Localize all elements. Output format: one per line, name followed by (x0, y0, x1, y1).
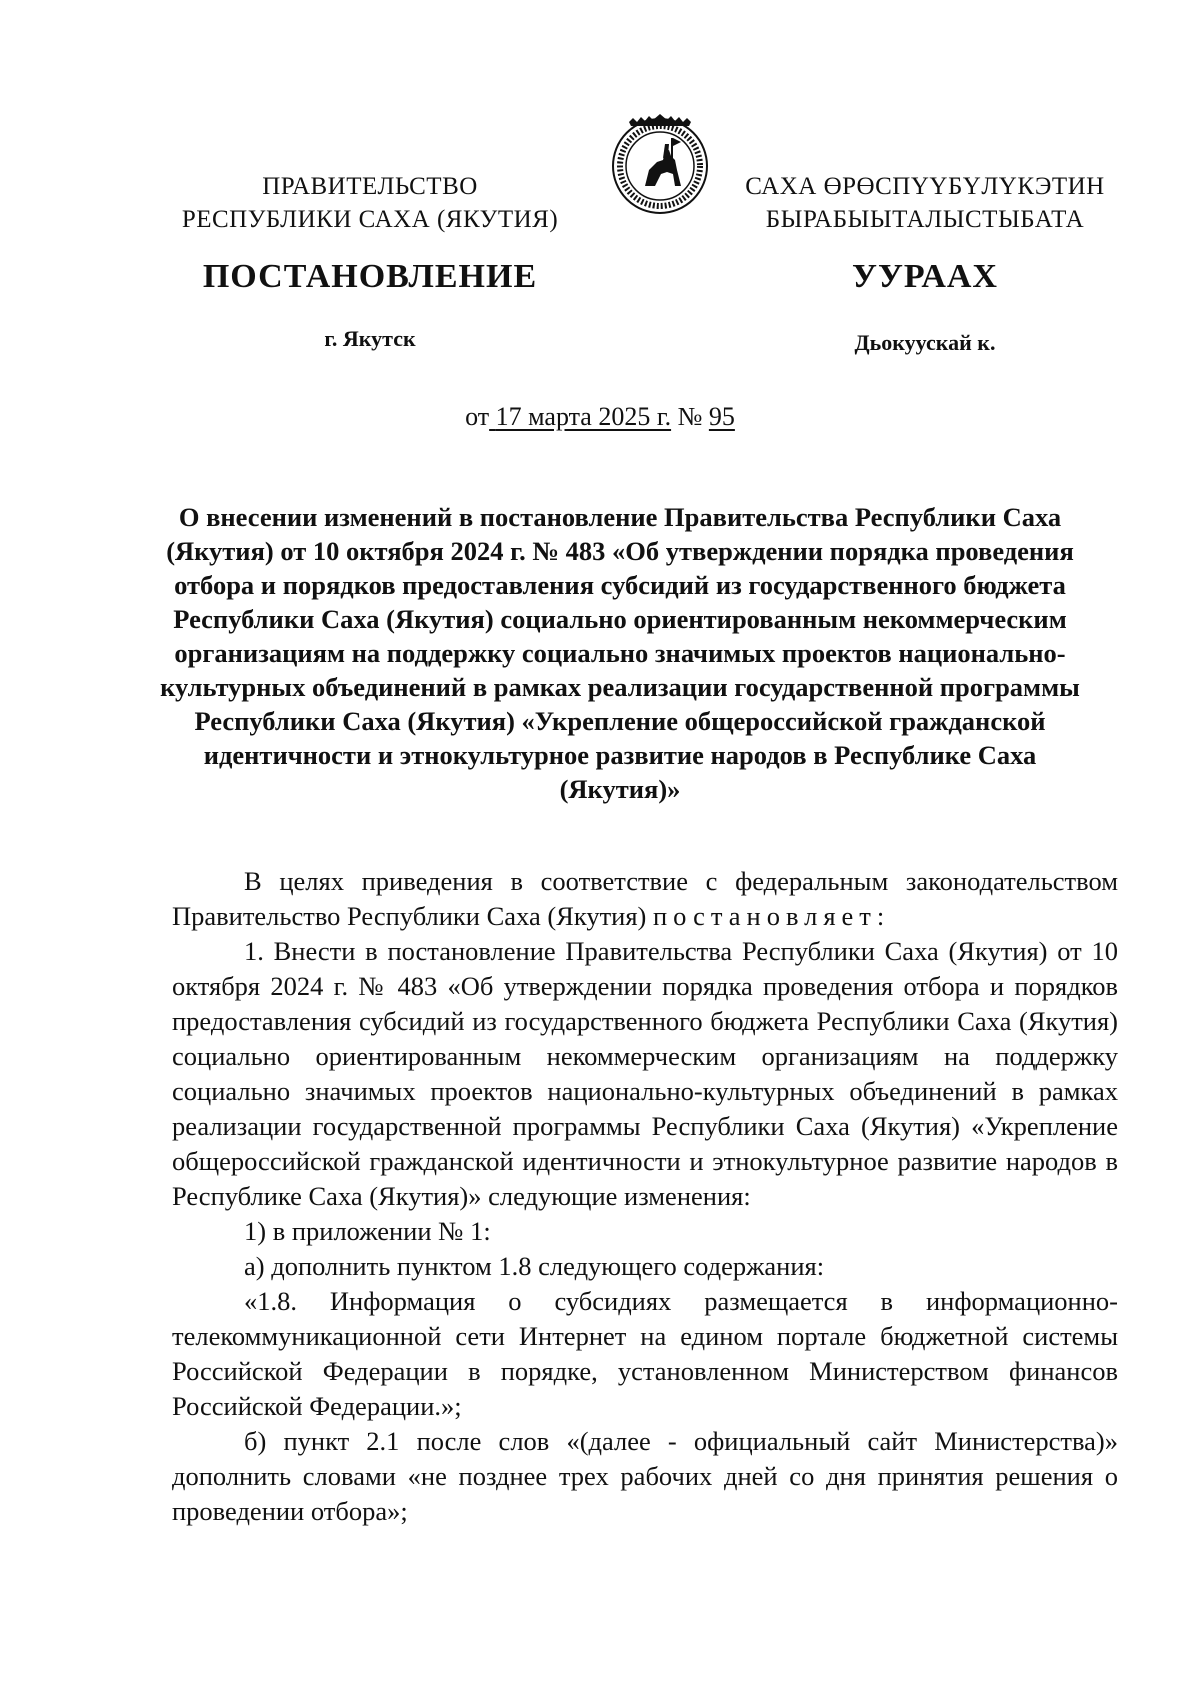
city-ru: г. Якутск (324, 326, 416, 351)
issuer-sakha (730, 170, 1120, 236)
preamble-text: В целях приведения в соответствие с федеральным законодательством Правительство Республики Саха (Якутия) (172, 866, 1118, 931)
document-body (172, 864, 1118, 1529)
issuer-sakha-line2: БЫРАБЫЫТАЛЫСТЫБАТА (765, 206, 1085, 233)
quoted-point-1-8: «1.8. Информация о субсидиях размещается в информационно-телекоммуникационной сети Интернет на едином портале бюджетной системы Российской Федерации в порядке, установленном Министерством финансов Российской Федерации.»; (172, 1286, 1118, 1421)
subitem-1-paragraph: 1) в приложении № 1: (244, 1216, 491, 1246)
document-date (489, 402, 671, 431)
issuer-ru-line1: ПРАВИТЕЛЬСТВО (262, 173, 478, 200)
document-title: О внесении изменений в постановление Правительства Республики Саха (Якутия) от 10 октября 2024 г. № 483 «Об утверждении порядка проведения отбора и порядков предоставления субсидий из государственного бюджета Республики Саха (Якутия) социально ориентированным некоммерческим организациям на поддержку социально значимых проектов национально-культурных объединений в рамках реализации государственной программы Республики Саха (Якутия) «Укрепление общероссийской гражданской идентичности и этнокультурное развитие народов в Республике Саха (Якутия)» (160, 502, 1080, 804)
subitem-b-paragraph: б) пункт 2.1 после слов «(далее - официальный сайт Министерства)» дополнить словами «не позднее трех рабочих дней со дня принятия решения о проведении отбора»; (172, 1426, 1118, 1526)
item-1-paragraph: 1. Внести в постановление Правительства Республики Саха (Якутия) от 10 октября 2024 г. № 483 «Об утверждении порядка проведения отбора и порядков предоставления субсидий из государственного бюджета Республики Саха (Якутия) социально ориентированным некоммерческим организациям на поддержку социально значимых проектов национально-культурных объединений в рамках реализации государственной программы Республики Саха (Якутия) «Укрепление общероссийской гражданской идентичности и этнокультурное развитие народов в Республике Саха (Якутия)» следующие изменения: (172, 936, 1118, 1211)
city-sakha: Дьокуускай к. (854, 330, 996, 355)
subitem-a-paragraph: а) дополнить пунктом 1.8 следующего содержания: (244, 1251, 825, 1281)
document-number: 95 (708, 402, 735, 431)
document-type-sakha: УУРААХ (852, 258, 998, 295)
document-type-ru: ПОСТАНОВЛЕНИЕ (202, 258, 538, 295)
issuer-ru (170, 170, 570, 236)
issuer-ru-line2: РЕСПУБЛИКИ САХА (ЯКУТИЯ) (181, 206, 559, 233)
preamble-paragraph (172, 864, 1118, 934)
number-sign: № (677, 402, 703, 431)
decree-word: постановляет: (653, 901, 891, 931)
date-number-line (0, 402, 1200, 432)
issuer-sakha-line1: САХА ӨРӨСПҮҮБҮЛҮКЭТИН (745, 173, 1105, 200)
coat-of-arms-emblem (605, 108, 715, 218)
date-prefix: от (465, 402, 490, 431)
document-date-text: 17 марта 2025 г. (495, 402, 672, 431)
